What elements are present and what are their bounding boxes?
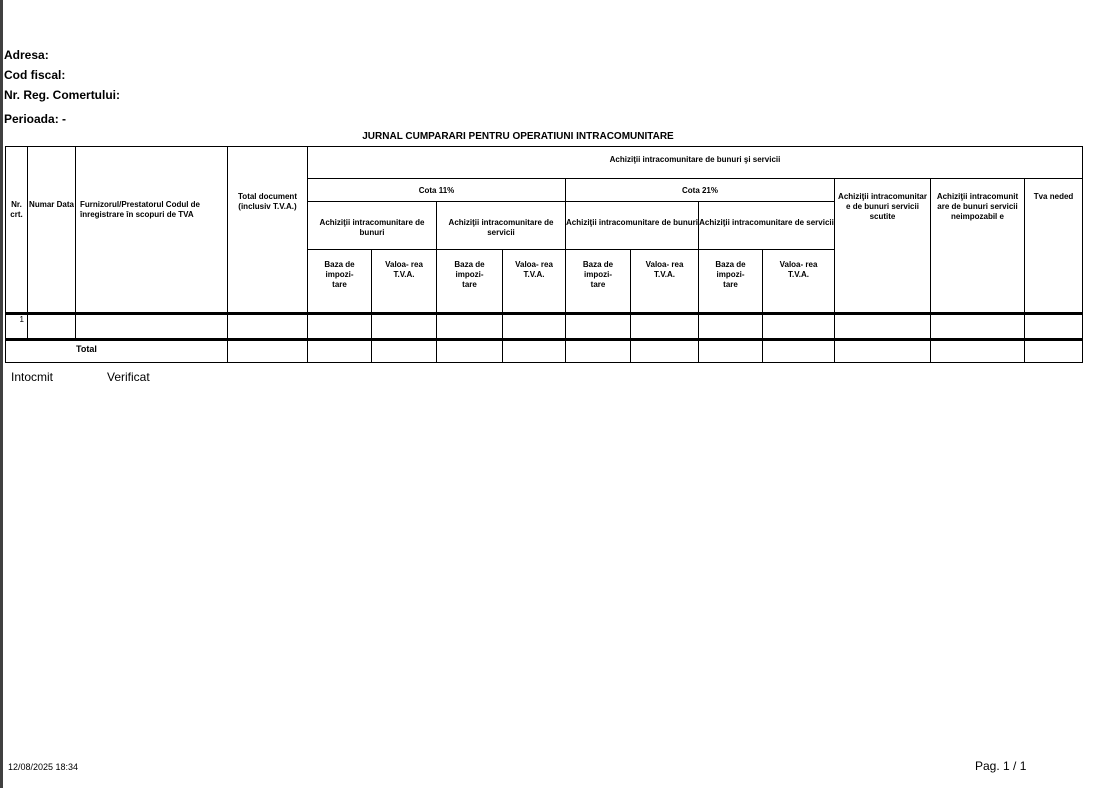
registry-label: Nr. Reg. Comertului: <box>4 88 121 102</box>
header-row-1 <box>6 147 1083 179</box>
table-cell <box>372 340 437 363</box>
fiscal-code-label: Cod fiscal: <box>4 68 66 82</box>
table-row <box>6 314 1083 340</box>
valoarea-header: Valoa- rea T.V.A. <box>631 250 699 314</box>
col-numar-header: Numar Data <box>28 147 76 314</box>
group-main-header: Achiziţii intracomunitare de bunuri şi servicii <box>308 147 1083 179</box>
row-number: 1 <box>6 314 28 340</box>
cota2-bunuri-header: Achiziţii intracomunitare de bunuri <box>566 202 699 250</box>
table-cell <box>1025 340 1083 363</box>
table-cell <box>228 340 308 363</box>
col-furnizor-header: Furnizorul/Prestatorul Codul de înregistrare în scopuri de TVA <box>76 147 228 314</box>
table-cell <box>503 314 566 340</box>
baza-header: Baza de impozi- tare <box>699 250 763 314</box>
table-cell <box>631 314 699 340</box>
table-cell <box>835 340 931 363</box>
table-cell <box>437 314 503 340</box>
cota1-servicii-header: Achiziţii intracomunitare de servicii <box>437 202 566 250</box>
total-row <box>6 340 1083 363</box>
valoarea-header: Valoa- rea T.V.A. <box>763 250 835 314</box>
baza-header: Baza de impozi- tare <box>437 250 503 314</box>
verificat-label: Verificat <box>107 370 150 384</box>
total-label: Total <box>6 340 228 363</box>
table-cell <box>308 340 372 363</box>
cota1-header: Cota 11% <box>308 179 566 202</box>
table-cell <box>566 340 631 363</box>
table-cell <box>372 314 437 340</box>
table-cell <box>699 314 763 340</box>
col-total-header: Total document (inclusiv T.V.A.) <box>228 147 308 314</box>
table-cell <box>503 340 566 363</box>
baza-header: Baza de impozi- tare <box>308 250 372 314</box>
page-number: Pag. 1 / 1 <box>975 759 1027 773</box>
valoarea-header: Valoa- rea T.V.A. <box>503 250 566 314</box>
table-cell <box>437 340 503 363</box>
address-label: Adresa: <box>4 48 49 62</box>
table-cell <box>631 340 699 363</box>
table-cell <box>931 340 1025 363</box>
table-cell <box>699 340 763 363</box>
col-tva-header: Tva neded <box>1025 179 1083 314</box>
journal-title: JURNAL CUMPARARI PENTRU OPERATIUNI INTRACOMUNITARE <box>362 131 674 142</box>
cota2-header: Cota 21% <box>566 179 835 202</box>
col-scutite-header: Achiziţii intracomunitar e de bunuri servicii scutite <box>835 179 931 314</box>
intocmit-label: Intocmit <box>11 370 54 384</box>
table-cell <box>763 314 835 340</box>
table-cell <box>566 314 631 340</box>
table-cell <box>1025 314 1083 340</box>
table-cell <box>228 314 308 340</box>
journal-table <box>5 146 1083 363</box>
print-timestamp: 12/08/2025 18:34 <box>8 762 79 772</box>
baza-header: Baza de impozi- tare <box>566 250 631 314</box>
period-label: Perioada: - <box>4 112 67 126</box>
table-cell <box>76 314 228 340</box>
table-cell <box>835 314 931 340</box>
table-cell <box>763 340 835 363</box>
table-cell <box>931 314 1025 340</box>
col-neimpozabile-header: Achiziţii intracomunit are de bunuri servicii neimpozabil e <box>931 179 1025 314</box>
valoarea-header: Valoa- rea T.V.A. <box>372 250 437 314</box>
table-cell <box>28 314 76 340</box>
col-nr-header: Nr. crt. <box>6 147 28 314</box>
left-edge-bar <box>0 0 3 788</box>
table-cell <box>308 314 372 340</box>
cota2-servicii-header: Achiziţii intracomunitare de servicii <box>699 202 835 250</box>
cota1-bunuri-header: Achiziţii intracomunitare de bunuri <box>308 202 437 250</box>
